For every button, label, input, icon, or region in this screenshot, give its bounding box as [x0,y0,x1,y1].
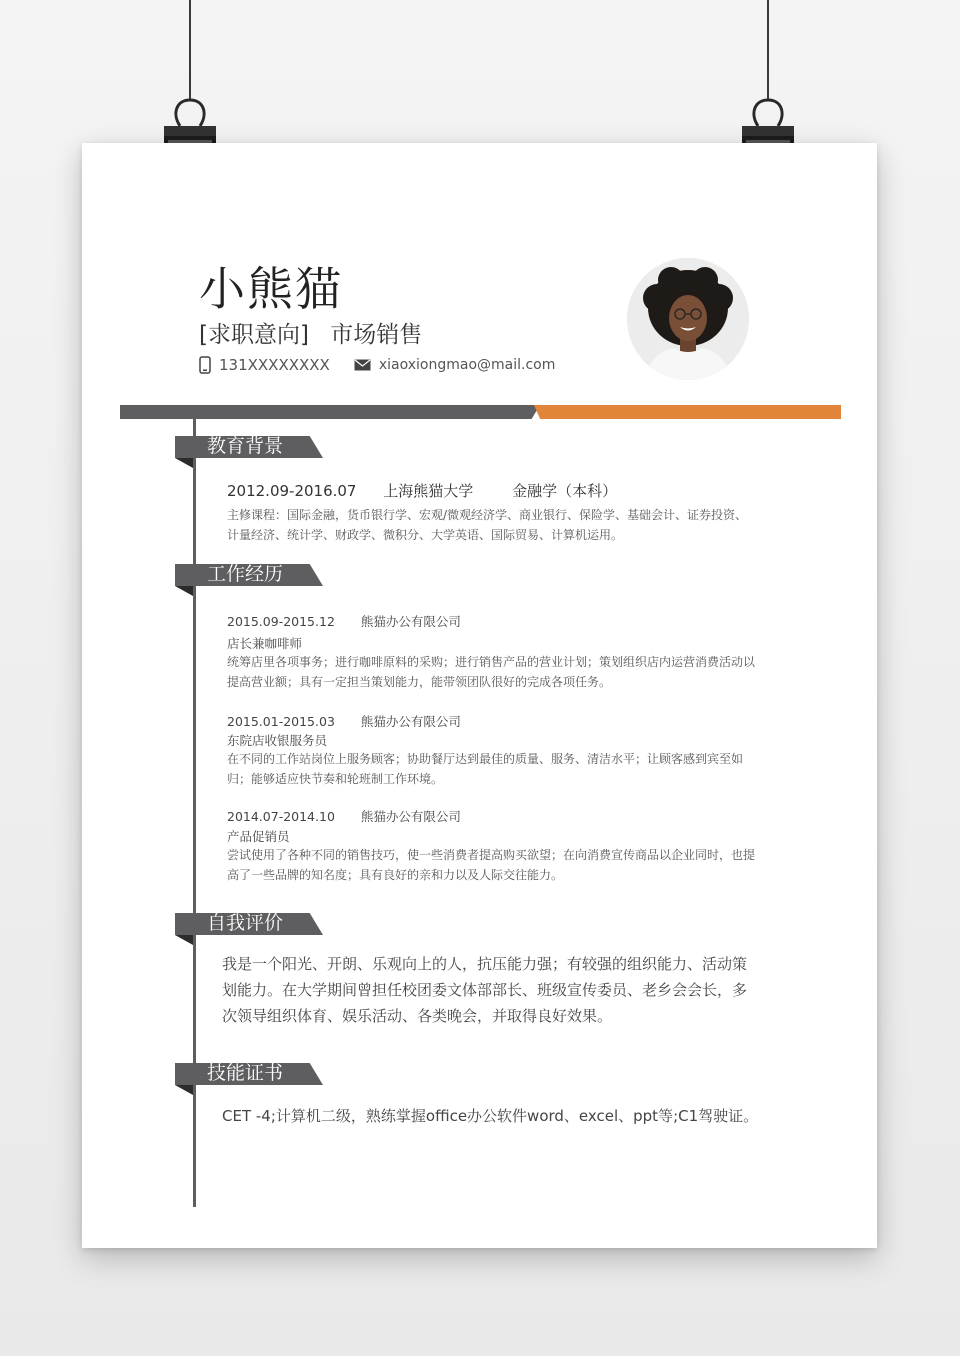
candidate-name: 小熊猫 [199,262,343,316]
education-period: 2012.09-2016.07 [227,482,357,500]
job-header [227,807,461,825]
job-period: 2015.01-2015.03 [227,714,335,729]
section-title: 工作经历 [207,563,284,585]
job-description: 尝试使用了各种不同的销售技巧，使一些消费者提高购买欲望；在向消费宣传商品以企业同时，也提高了一些品牌的知名度；具有良好的亲和力以及人际交往能力。 [227,848,756,882]
job-period: 2015.09-2015.12 [227,614,335,629]
section-title: 技能证书 [207,1062,284,1084]
job-company: 熊猫办公有限公司 [360,809,461,824]
phone-icon [199,356,211,374]
job-role: 店长兼咖啡师 [227,636,303,651]
section-title: 自我评价 [207,912,284,934]
avatar [627,258,749,380]
resume-paper [82,143,877,1248]
job-description: 在不同的工作站岗位上服务顾客；协助餐厅达到最佳的质量、服务、清洁水平；让顾客感到宾至如归；能够适应快节奏和轮班制工作环境。 [227,752,744,786]
job-role: 产品促销员 [227,829,290,844]
job-period: 2014.07-2014.10 [227,809,335,824]
education-courses: 主修课程：国际金融，货币银行学、宏观/微观经济学、商业银行、保险学、基础会计、证券投资、计量经济、统计学、财政学、微积分、大学英语、国际贸易、计算机运用。 [227,508,748,542]
job-company: 熊猫办公有限公司 [360,714,461,729]
job-company: 熊猫办公有限公司 [360,614,461,629]
header-divider-orange [534,405,841,419]
job-intent [199,316,422,349]
email-address: xiaoxiongmao@mail.com [378,357,556,373]
left-hanging-wire [189,0,191,100]
job-intent-label: [求职意向] [199,322,309,348]
skills-text: CET -4;计算机二级，熟练掌握office办公软件word、excel、ppt等;C1驾驶证。 [222,1107,759,1125]
section-work-header [175,564,325,604]
contact-row [199,356,555,374]
section-skills-header [175,1063,325,1103]
education-major: 金融学（本科） [512,482,618,500]
phone-number: 131XXXXXXXX [219,356,330,374]
mail-icon [354,359,371,371]
job-role: 东院店收银服务员 [227,733,328,748]
education-summary [227,480,637,501]
section-self-eval-header [175,913,325,953]
job-description: 统筹店里各项事务；进行咖啡原料的采购；进行销售产品的营业计划；策划组织店内运营消费活动以提高营业额；具有一定担当策划能力，能带领团队很好的完成各项任务。 [227,655,756,689]
job-intent-value: 市场销售 [330,322,423,348]
job-header [227,612,461,630]
section-title: 教育背景 [207,435,284,457]
section-education-header [175,436,325,476]
header-divider-gray [120,405,540,419]
self-evaluation-text: 我是一个阳光、开朗、乐观向上的人，抗压能力强；有较强的组织能力、活动策划能力。在大学期间曾担任校团委文体部部长、班级宣传委员、老乡会会长，多次领导组织体育、娱乐活动、各类晚会，并取得良好效果。 [222,955,748,1025]
right-hanging-wire [767,0,769,100]
portrait-photo [627,258,749,380]
education-school: 上海熊猫大学 [383,482,474,500]
job-header [227,712,461,730]
